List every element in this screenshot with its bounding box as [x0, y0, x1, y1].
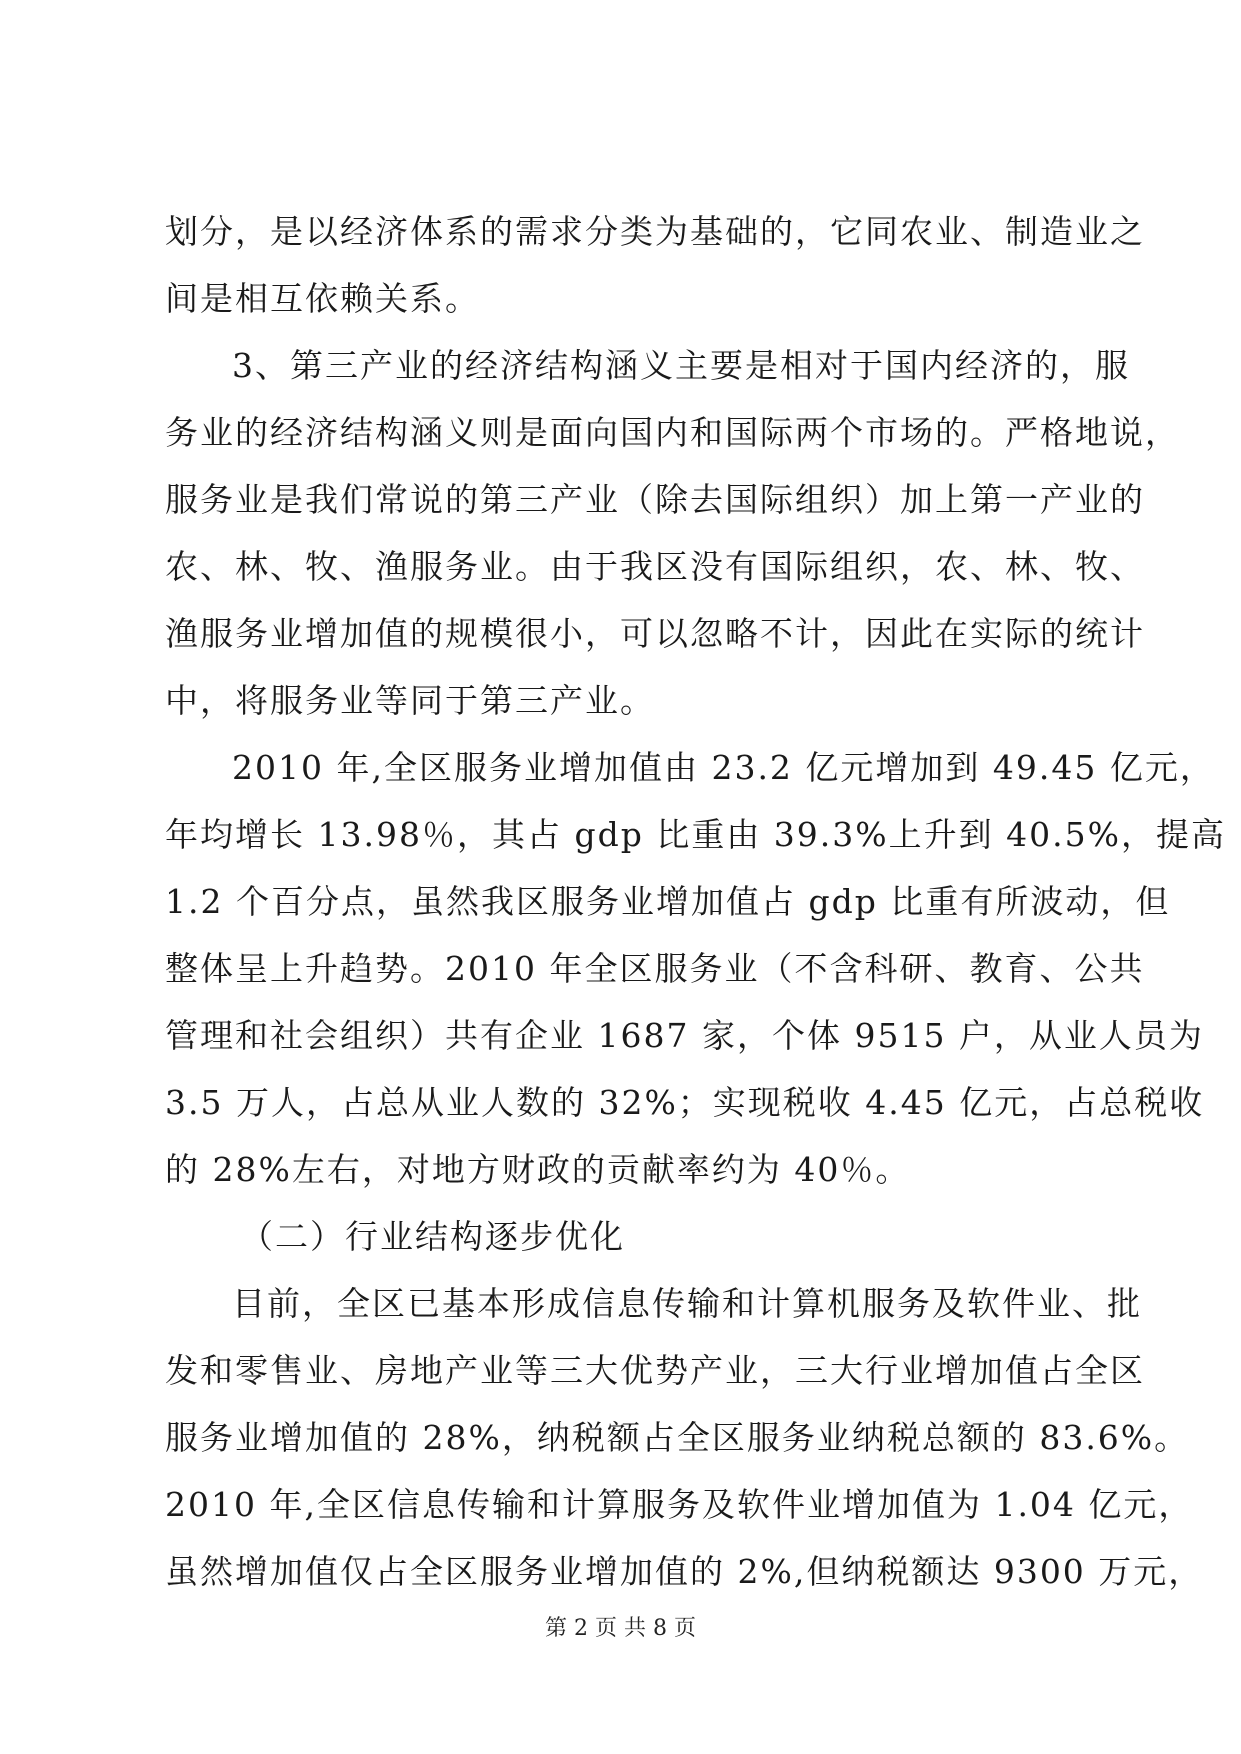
body-line: 服务业是我们常说的第三产业（除去国际组织）加上第一产业的: [165, 480, 1145, 519]
body-line: 中，将服务业等同于第三产业。: [165, 681, 655, 720]
page-number: 第 2 页 共 8 页: [545, 1616, 696, 1641]
body-line: 管理和社会组织）共有企业 1687 家，个体 9515 户，从业人员为: [165, 1016, 1204, 1055]
body-line: 整体呈上升趋势。2010 年全区服务业（不含科研、教育、公共: [165, 949, 1145, 988]
body-line: 划分，是以经济体系的需求分类为基础的，它同农业、制造业之: [165, 212, 1145, 251]
body-line: 农、林、牧、渔服务业。由于我区没有国际组织，农、林、牧、: [165, 547, 1145, 586]
body-line: 渔服务业增加值的规模很小，可以忽略不计，因此在实际的统计: [165, 614, 1145, 653]
body-line: 务业的经济结构涵义则是面向国内和国际两个市场的。严格地说，: [165, 413, 1180, 452]
body-line: 2010 年,全区服务业增加值由 23.2 亿元增加到 49.45 亿元，: [232, 748, 1215, 787]
body-line: 年均增长 13.98％，其占 gdp 比重由 39.3%上升到 40.5%，提高: [165, 815, 1226, 854]
body-line: 目前，全区已基本形成信息传输和计算机服务及软件业、批: [232, 1284, 1142, 1323]
section-heading: （二）行业结构逐步优化: [240, 1217, 625, 1256]
body-line: 2010 年,全区信息传输和计算服务及软件业增加值为 1.04 亿元，: [165, 1485, 1194, 1524]
body-line: 虽然增加值仅占全区服务业增加值的 2%,但纳税额达 9300 万元，: [165, 1552, 1204, 1591]
body-line: 间是相互依赖关系。: [165, 279, 480, 318]
body-line: 服务业增加值的 28%，纳税额占全区服务业纳税总额的 83.6%。: [165, 1418, 1190, 1457]
body-line: 的 28%左右，对地方财政的贡献率约为 40％。: [165, 1150, 911, 1189]
body-line: 3.5 万人，占总从业人数的 32%；实现税收 4.45 亿元，占总税收: [165, 1083, 1205, 1122]
body-line: 1.2 个百分点，虽然我区服务业增加值占 gdp 比重有所波动，但: [165, 882, 1171, 921]
body-line: 发和零售业、房地产业等三大优势产业，三大行业增加值占全区: [165, 1351, 1145, 1390]
body-line: 3、第三产业的经济结构涵义主要是相对于国内经济的，服: [232, 346, 1130, 385]
